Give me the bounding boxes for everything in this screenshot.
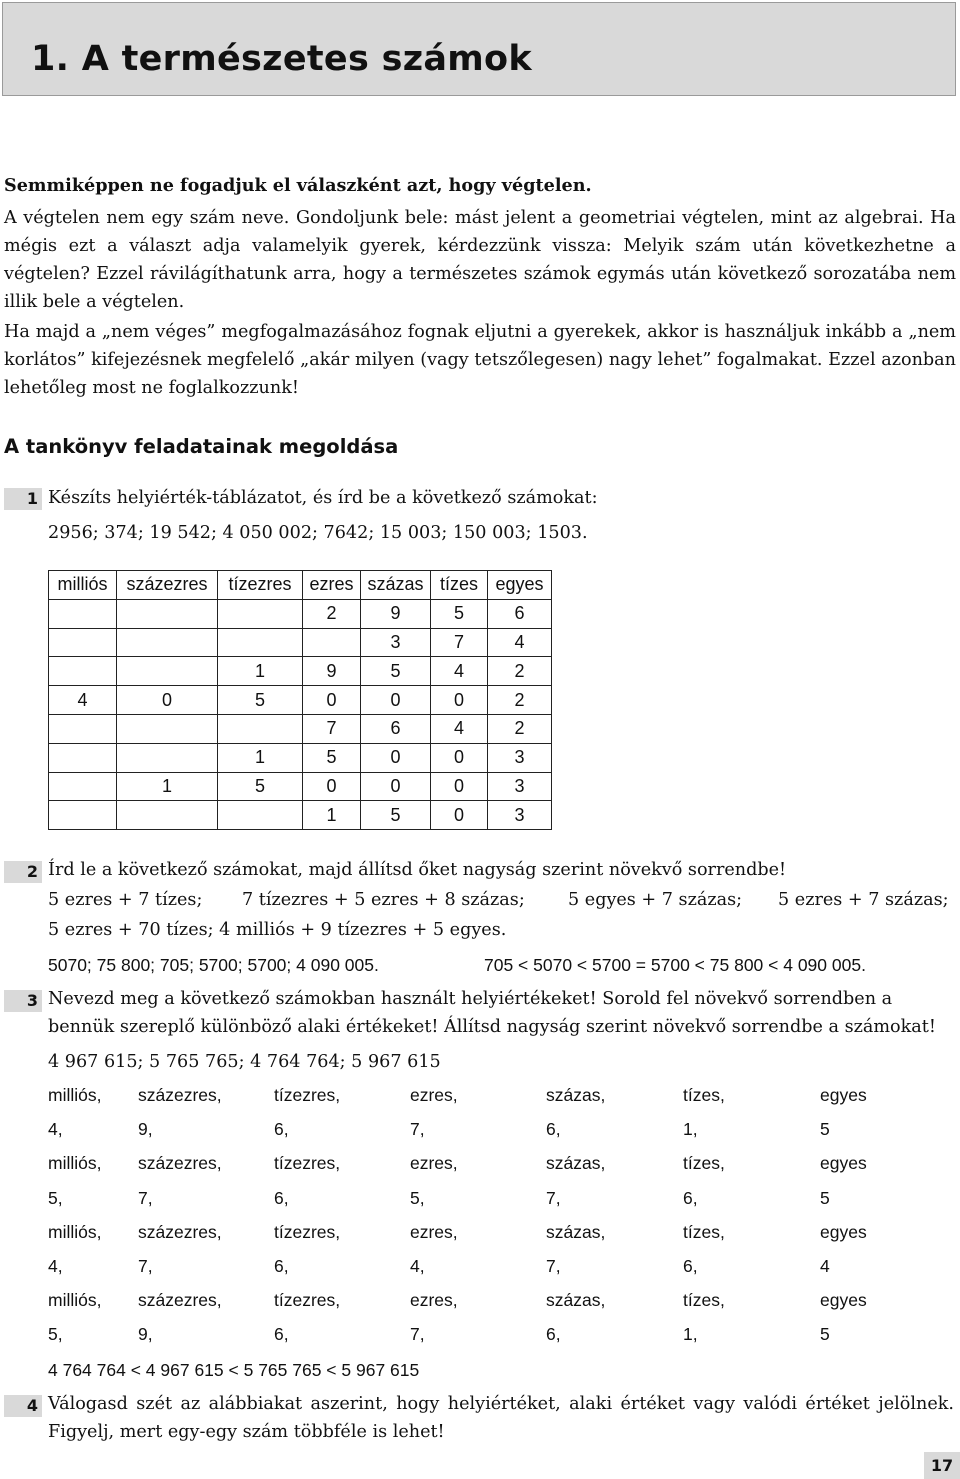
grid-cell: ezres, xyxy=(410,1085,458,1105)
grid-cell: 7, xyxy=(410,1119,425,1140)
grid-cell: százas, xyxy=(546,1290,606,1311)
table-cell: 5 xyxy=(218,772,303,801)
table-cell xyxy=(218,714,303,743)
grid-cell: százezres, xyxy=(138,1153,222,1174)
task-3-text: Nevezd meg a következő számokban használt helyiértékeket! Sorold fel növekvő sorrendben a bennük szereplő különböző alaki értékeket! Állítsd nagyság szerint növekvő sorrendbe a számokat! xyxy=(48,989,936,1037)
table-cell xyxy=(303,628,361,657)
grid-cell: százas, xyxy=(546,1221,606,1242)
grid-cell: tízes, xyxy=(683,1290,725,1311)
table-cell xyxy=(218,801,303,830)
table-cell: 4 xyxy=(431,657,488,686)
task-2-item: 5 ezres + 7 tízes; xyxy=(48,890,203,910)
table-header-cell: milliós xyxy=(49,571,117,600)
table-cell: 4 xyxy=(431,714,488,743)
grid-cell: tízezres, xyxy=(274,1221,341,1242)
table-header-cell: tízes xyxy=(431,571,488,600)
grid-cell: ezres, xyxy=(410,1290,458,1311)
grid-cell: százezres, xyxy=(138,1290,222,1311)
grid-cell: tízezres, xyxy=(274,1290,341,1311)
table-cell xyxy=(49,714,117,743)
table-cell: 1 xyxy=(218,743,303,772)
table-cell: 0 xyxy=(361,686,431,715)
table-cell: 9 xyxy=(303,657,361,686)
grid-cell: ezres, xyxy=(410,1153,458,1174)
table-cell: 7 xyxy=(303,714,361,743)
table-cell: 3 xyxy=(361,628,431,657)
grid-cell: 9, xyxy=(138,1119,153,1140)
table-cell xyxy=(117,599,218,628)
table-row xyxy=(49,628,552,657)
table-row xyxy=(49,657,552,686)
table-cell xyxy=(117,743,218,772)
table-cell: 2 xyxy=(488,714,552,743)
table-cell: 2 xyxy=(303,599,361,628)
grid-cell: 5 xyxy=(820,1324,830,1345)
grid-cell: 7, xyxy=(546,1256,561,1276)
table-cell xyxy=(49,657,117,686)
task-2-item: 5 ezres + 7 százas; xyxy=(778,890,949,910)
grid-row xyxy=(48,1290,958,1314)
table-cell: 5 xyxy=(218,686,303,715)
table-cell: 6 xyxy=(361,714,431,743)
intro-paragraph-1: A végtelen nem egy szám neve. Gondoljunk bele: mást jelent a geometriai végtelen, mint az algebrai. Ha mégis ezt a választ adja valamelyik gyerek, kérdezzünk vissza: Melyik szám után következhetne a végtelen? Ezzel rávilágíthatunk arra, hogy a természetes számok egymás után következő sorozatába nem illik bele a végtelen. xyxy=(4,208,956,312)
grid-cell: egyes xyxy=(820,1221,867,1242)
task-3-final-order: 4 764 764 < 4 967 615 < 5 765 765 < 5 967 615 xyxy=(48,1360,420,1380)
grid-cell: 4, xyxy=(410,1256,425,1276)
grid-cell: 5 xyxy=(820,1119,830,1140)
table-cell: 3 xyxy=(488,772,552,801)
task-4-text: Válogasd szét az alábbiakat aszerint, hogy helyiértéket, alaki értéket vagy valódi értéket jelölnek. Figyelj, mert egy-egy szám többféle is lehet! xyxy=(48,1394,954,1442)
table-header-cell: százezres xyxy=(117,571,218,600)
table-cell xyxy=(49,599,117,628)
table-cell: 7 xyxy=(431,628,488,657)
table-cell: 0 xyxy=(431,686,488,715)
table-cell: 2 xyxy=(488,686,552,715)
grid-cell: tízezres, xyxy=(274,1085,341,1105)
task-2-items-line-1 xyxy=(48,890,958,918)
task-number-1: 1 xyxy=(4,488,42,510)
table-cell: 4 xyxy=(49,686,117,715)
task-3-numbers: 4 967 615; 5 765 765; 4 764 764; 5 967 615 xyxy=(48,1052,441,1072)
table-header-cell: ezres xyxy=(303,571,361,600)
table-cell: 0 xyxy=(361,772,431,801)
table-cell xyxy=(218,628,303,657)
table-cell xyxy=(117,801,218,830)
task-1-text: Készíts helyiérték-táblázatot, és írd be a következő számokat: xyxy=(48,488,598,508)
grid-cell: 7, xyxy=(546,1187,561,1208)
grid-cell: 7, xyxy=(138,1187,153,1208)
intro-bold-line: Semmiképpen ne fogadjuk el válaszként azt, hogy végtelen. xyxy=(4,175,592,196)
table-cell: 6 xyxy=(488,599,552,628)
table-cell: 3 xyxy=(488,743,552,772)
grid-cell: százezres, xyxy=(138,1221,222,1242)
grid-cell: 1, xyxy=(683,1119,698,1140)
grid-cell: 5 xyxy=(820,1187,830,1208)
grid-cell: 6, xyxy=(546,1324,561,1345)
task-2-item: 5 egyes + 7 százas; xyxy=(568,890,743,910)
table-cell: 0 xyxy=(431,772,488,801)
grid-cell: 4, xyxy=(48,1119,63,1140)
task-2-items-line-2: 5 ezres + 70 tízes; 4 milliós + 9 tízezres + 5 egyes. xyxy=(48,920,507,940)
grid-cell: 6, xyxy=(274,1119,289,1140)
grid-cell: egyes xyxy=(820,1153,867,1174)
table-cell: 4 xyxy=(488,628,552,657)
table-cell: 2 xyxy=(488,657,552,686)
table-cell: 1 xyxy=(117,772,218,801)
grid-cell: milliós, xyxy=(48,1153,102,1174)
grid-cell: ezres, xyxy=(410,1221,458,1242)
table-header-row xyxy=(49,571,552,600)
table-cell: 0 xyxy=(303,772,361,801)
table-row xyxy=(49,772,552,801)
table-row xyxy=(49,714,552,743)
table-cell: 9 xyxy=(361,599,431,628)
task-number-3: 3 xyxy=(4,990,42,1012)
grid-cell: százezres, xyxy=(138,1085,222,1105)
table-cell: 0 xyxy=(431,801,488,830)
grid-row xyxy=(48,1085,958,1109)
table-cell xyxy=(49,772,117,801)
table-cell xyxy=(49,801,117,830)
page-number: 17 xyxy=(924,1452,960,1479)
grid-cell: tízes, xyxy=(683,1085,725,1105)
table-cell xyxy=(218,599,303,628)
table-cell xyxy=(117,628,218,657)
grid-cell: tízezres, xyxy=(274,1153,341,1174)
table-cell: 5 xyxy=(431,599,488,628)
table-row xyxy=(49,743,552,772)
grid-cell: 9, xyxy=(138,1324,153,1345)
grid-cell: 1, xyxy=(683,1324,698,1345)
table-header-cell: százas xyxy=(361,571,431,600)
table-cell: 3 xyxy=(488,801,552,830)
section-heading: A tankönyv feladatainak megoldása xyxy=(4,435,399,458)
grid-cell: 4 xyxy=(820,1256,830,1276)
grid-cell: 5, xyxy=(410,1187,425,1208)
grid-cell: 7, xyxy=(410,1324,425,1345)
grid-cell: milliós, xyxy=(48,1290,102,1311)
table-cell xyxy=(49,743,117,772)
grid-cell: 5, xyxy=(48,1324,63,1345)
intro-paragraph-2: Ha majd a „nem véges” megfogalmazásához fognak eljutni a gyerekek, akkor is használjuk inkább a „nem korlátos” kifejezésnek megfelelő „akár milyen (vagy tetszőlegesen) nagy lehet” fogalmakat. Ezzel azonban lehetőleg most ne foglalkozzunk! xyxy=(4,322,956,398)
grid-row xyxy=(48,1256,958,1280)
task-2-item: 7 tízezres + 5 ezres + 8 százas; xyxy=(242,890,525,910)
grid-row xyxy=(48,1324,958,1348)
grid-cell: 4, xyxy=(48,1256,63,1276)
table-cell: 0 xyxy=(303,686,361,715)
grid-cell: 6, xyxy=(274,1256,289,1276)
grid-row xyxy=(48,1188,958,1212)
table-cell: 0 xyxy=(361,743,431,772)
grid-row xyxy=(48,1222,958,1246)
table-cell: 0 xyxy=(117,686,218,715)
grid-cell: százas, xyxy=(546,1153,606,1174)
table-cell xyxy=(49,628,117,657)
table-row xyxy=(49,801,552,830)
table-header-cell: tízezres xyxy=(218,571,303,600)
grid-cell: 6, xyxy=(274,1187,289,1208)
table-cell: 5 xyxy=(303,743,361,772)
grid-cell: 7, xyxy=(138,1256,153,1276)
grid-cell: százas, xyxy=(546,1085,606,1105)
chapter-header xyxy=(2,2,956,96)
grid-cell: 6, xyxy=(683,1256,698,1276)
task-number-4: 4 xyxy=(4,1395,42,1417)
table-cell: 1 xyxy=(303,801,361,830)
grid-cell: tízes, xyxy=(683,1221,725,1242)
table-row xyxy=(49,599,552,628)
table-cell: 1 xyxy=(218,657,303,686)
table-cell xyxy=(117,714,218,743)
table-header-cell: egyes xyxy=(488,571,552,600)
task-1-numbers: 2956; 374; 19 542; 4 050 002; 7642; 15 003; 150 003; 1503. xyxy=(48,523,588,543)
grid-cell: egyes xyxy=(820,1085,867,1105)
grid-row xyxy=(48,1153,958,1177)
grid-cell: milliós, xyxy=(48,1085,102,1105)
task-2-answer-order: 705 < 5070 < 5700 = 5700 < 75 800 < 4 090 005. xyxy=(484,955,866,975)
grid-cell: 6, xyxy=(546,1119,561,1140)
grid-cell: 5, xyxy=(48,1187,63,1208)
table-cell: 0 xyxy=(431,743,488,772)
task-2-text: Írd le a következő számokat, majd állítsd őket nagyság szerint növekvő sorrendbe! xyxy=(48,860,787,880)
chapter-title: 1. A természetes számok xyxy=(31,39,532,79)
task-2-answer-values: 5070; 75 800; 705; 5700; 5700; 4 090 005. xyxy=(48,955,379,975)
grid-cell: egyes xyxy=(820,1290,867,1311)
grid-cell: 6, xyxy=(683,1187,698,1208)
grid-cell: tízes, xyxy=(683,1153,725,1174)
grid-cell: 6, xyxy=(274,1324,289,1345)
grid-cell: milliós, xyxy=(48,1221,102,1242)
grid-row xyxy=(48,1119,958,1143)
table-cell: 5 xyxy=(361,801,431,830)
table-cell: 5 xyxy=(361,657,431,686)
table-row xyxy=(49,686,552,715)
place-value-table xyxy=(48,570,552,830)
task-number-2: 2 xyxy=(4,861,42,883)
table-cell xyxy=(117,657,218,686)
